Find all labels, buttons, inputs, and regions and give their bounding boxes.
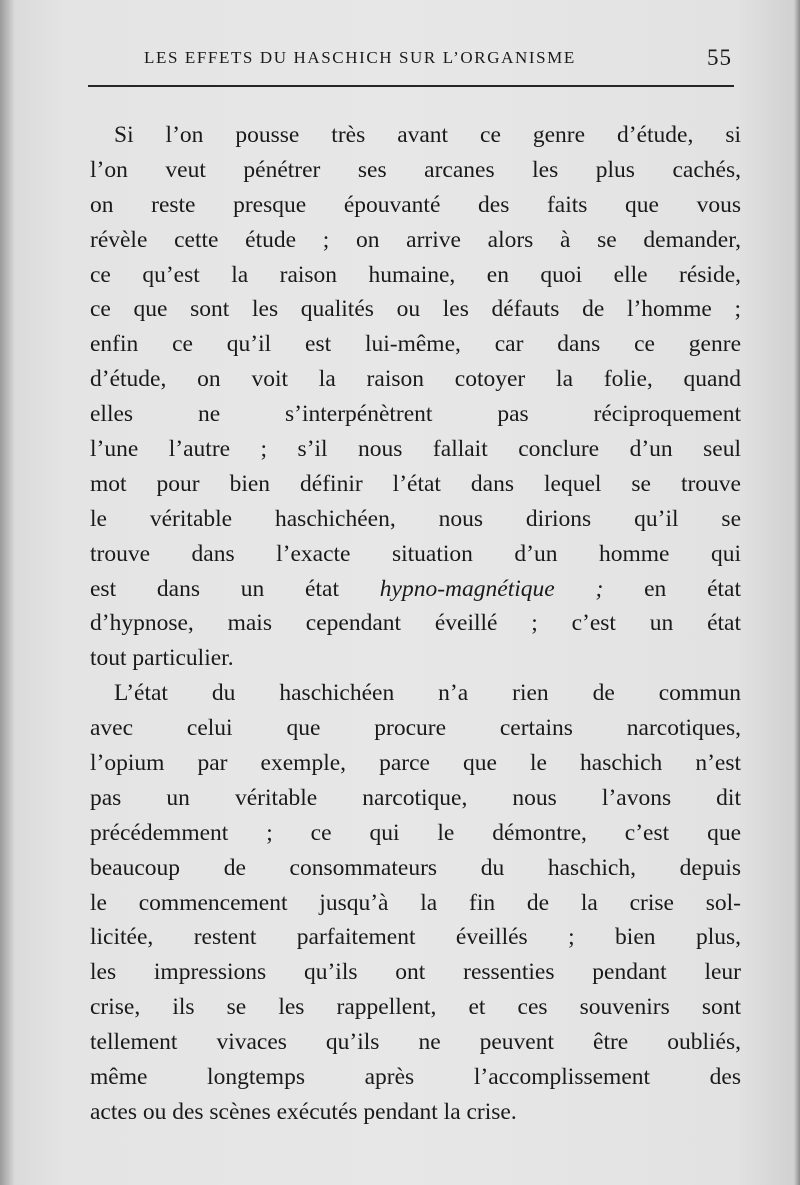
page-header [88, 46, 738, 76]
text-line: tout particulier. [90, 645, 234, 672]
page-number: 55 [707, 45, 732, 70]
text-line: le commencement jusqu’à la fin de la crise sol- [90, 889, 741, 916]
text-line: l’une l’autre ; s’il nous fallait conclure d’un seul [90, 436, 741, 463]
text-line: même longtemps après l’accomplissement des [90, 1064, 741, 1091]
italic-term: hypno-magnétique ; [379, 575, 604, 602]
text-segment: en état [644, 575, 741, 602]
text-line: actes ou des scènes exécutés pendant la crise. [90, 1098, 517, 1125]
text-line: mot pour bien définir l’état dans lequel se trouve [90, 470, 741, 497]
text-line: ce qu’est la raison humaine, en quoi elle réside, [90, 261, 741, 288]
text-line: pas un véritable narcotique, nous l’avons dit [90, 784, 741, 811]
text-line: L’état du haschichéen n’a rien de commun [114, 680, 741, 707]
text-line: les impressions qu’ils ont ressenties pendant leur [90, 959, 741, 986]
text-line: précédemment ; ce qui le démontre, c’est que [90, 819, 741, 846]
text-line: trouve dans l’exacte situation d’un homme qui [90, 540, 741, 567]
running-head: LES EFFETS DU HASCHICH SUR L’ORGANISME [144, 48, 576, 67]
text-line: licitée, restent parfaitement éveillés ; bien plus, [90, 924, 741, 951]
text-line: avec celui que procure certains narcotiques, [90, 715, 741, 742]
text-line: crise, ils se les rappellent, et ces souvenirs sont [90, 994, 741, 1021]
text-line: tellement vivaces qu’ils ne peuvent être oubliés, [90, 1029, 741, 1056]
header-rule [88, 85, 734, 87]
text-line: ce que sont les qualités ou les défauts de l’homme ; [90, 296, 741, 323]
text-line: elles ne s’interpénètrent pas réciproquement [90, 401, 741, 428]
text-segment: est dans un état [90, 575, 339, 602]
text-line: d’hypnose, mais cependant éveillé ; c’est un état [90, 610, 741, 637]
body-text [90, 118, 741, 1130]
scan-edge-left [0, 0, 14, 1185]
text-line: enfin ce qu’il est lui-même, car dans ce genre [90, 331, 741, 358]
scan-edge-right [794, 0, 800, 1185]
text-line: beaucoup de consommateurs du haschich, depuis [90, 854, 741, 881]
text-line: l’on veut pénétrer ses arcanes les plus cachés, [90, 156, 741, 183]
text-line: on reste presque épouvanté des faits que vous [90, 191, 741, 218]
text-line-with-italic [90, 572, 741, 607]
text-line: Si l’on pousse très avant ce genre d’étude, si [114, 122, 741, 148]
text-line: l’opium par exemple, parce que le haschich n’est [90, 750, 741, 777]
text-line: révèle cette étude ; on arrive alors à se demander, [90, 226, 741, 253]
text-line: le véritable haschichéen, nous dirions qu’il se [90, 505, 741, 532]
text-line: d’étude, on voit la raison cotoyer la folie, quand [90, 366, 741, 393]
